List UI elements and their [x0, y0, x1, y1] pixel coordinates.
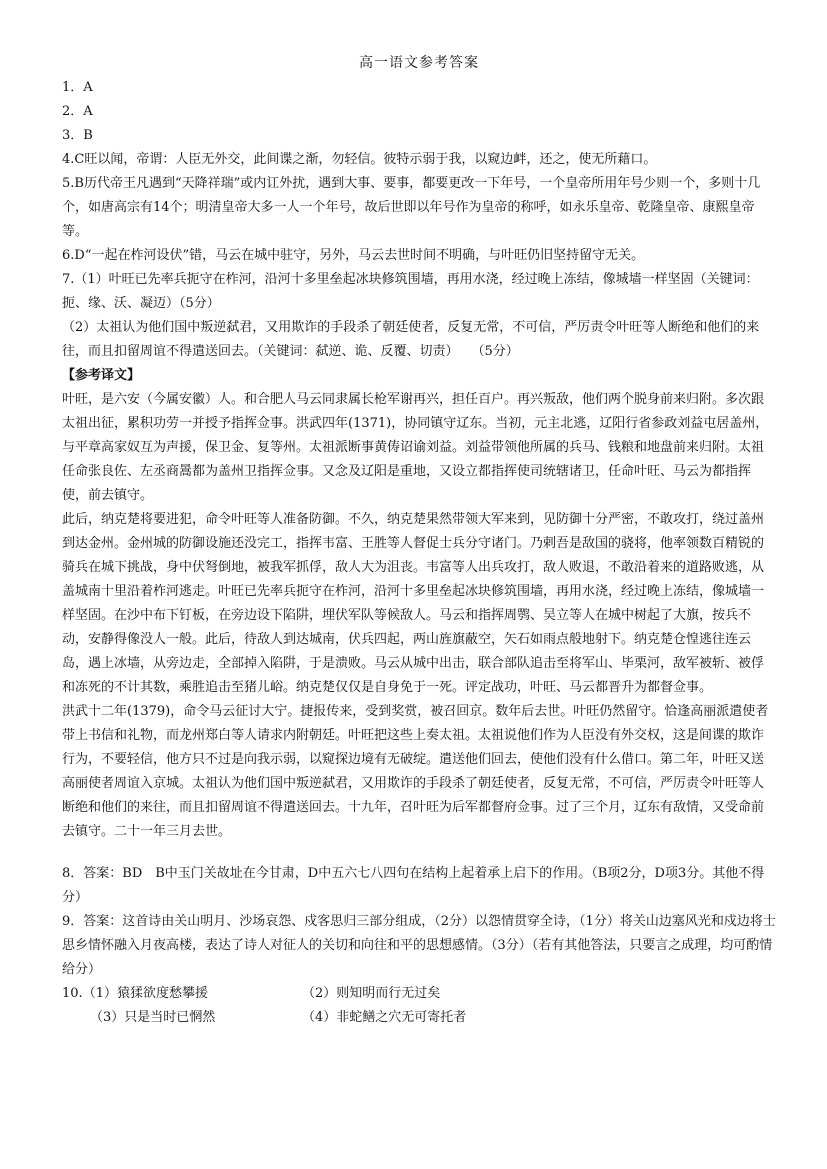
answer-sheet — [62, 52, 776, 1030]
answer-6: 6.D“一起在柞河设伏”错，马云在城中驻守，另外，马云去世时间不明确，与叶旺仍旧坚持留守无关。 — [62, 248, 645, 263]
translation-paragraph: 叶旺，是六安（今属安徽）人。和合肥人马云同隶属长枪军谢再兴，担任百户。再兴叛敌，他们两个脱身前来归附。多次跟太祖出征，累积功劳一并授予指挥佥事。洪武四年(1371)，协同镇守辽东。当初，元主北逃，辽阳行省参政刘益屯居盖州，与平章高家奴互为声援，保卫金、复等州。太祖派断事黄俦诏谕刘益。刘益带领他所属的兵马、钱粮和地盘前来归附。太祖任命张良佐、左丞商暠都为盖州卫指挥佥事。又念及辽阳是重地，又设立都指挥使司统辖诸卫，任命叶旺、马云为都指挥使，前去镇守。 — [62, 392, 769, 503]
answer-9: 9．答案：这首诗由关山明月、沙场哀怨、戍客思归三部分组成，（2分）以怨情贯穿全诗，（1分）将关山边塞风光和戍边将士思乡情怀融入月夜高楼，表达了诗人对征人的关切和向往和平的思想感情。（3分）（若有其他答法，只要言之成理，均可酌情给分） — [62, 914, 776, 977]
answer-10-item: 10.（1）猿猱欲度愁攀援 — [62, 986, 208, 1001]
answer-1: 1．A — [62, 80, 93, 95]
answer-7-2: （2）太祖认为他们国中叛逆弑君，又用欺诈的手段杀了朝廷使者，反复无常，不可信，严厉责令叶旺等人断绝和他们的来往，而且扣留周谊不得遣送回去。（关键词：弑逆、诡、反覆、切责） （5分） — [62, 320, 760, 359]
answer-10-item: （4）非蛇鳝之穴无可寄托者 — [302, 1010, 467, 1025]
answer-10-row — [62, 982, 776, 1006]
translation-paragraph: 此后，纳克楚将要进犯，命令叶旺等人准备防御。不久，纳克楚果然带领大军来到，见防御十分严密，不敢攻打，绕过盖州到达金州。金州城的防御设施还没完工，指挥韦富、王胜等人督促士兵分守诸门。乃剌吾是敌国的骁将，他率领数百精锐的骑兵在城下挑战，身中伏弩倒地，被我军抓俘，敌人大为沮丧。韦富等人出兵攻打，敌人败退，不敢沿着来的道路败逃，从盖城南十里沿着柞河逃走。叶旺已先率兵扼守在柞河，沿河十多里垒起冰块修筑围墙，再用水浇，经过晚上冻结，像城墙一样坚固。在沙中布下钉板，在旁边设下陷阱，埋伏军队等候敌人。马云和指挥周鹗、吴立等人在城中树起了大旗，按兵不动，安静得像没人一般。此后，待敌人到达城南，伏兵四起，两山旌旗蔽空，矢石如雨点般地射下。纳克楚仓惶逃往连云岛，遇上冰墙，从旁边走，全部掉入陷阱，于是溃败。马云从城中出击，联合部队追击至将军山、毕栗河，敌军被斩、被俘和冻死的不计其数，乘胜追击至猪儿峪。纳克楚仅仅是自身免于一死。评定战功，叶旺、马云都晋升为都督佥事。 — [62, 512, 765, 695]
answer-3: 3．B — [62, 128, 93, 143]
answer-4: 4.C旺以闻，帝谓：人臣无外交，此间谍之渐，勿轻信。彼特示弱于我，以窥边衅，还之，使无所藉口。 — [62, 152, 657, 167]
answer-10-label: 10. — [62, 986, 83, 1001]
answer-10-item: （3）只是当时已惘然 — [90, 1010, 216, 1025]
answer-5: 5.B历代帝王凡遇到“天降祥瑞”或内讧外扰，遇到大事、要事，都要更改一下年号，一个皇帝所用年号少则一个，多则十几个，如唐高宗有14个；明清皇帝大多一人一个年号，故后世即以年号作为皇帝的称呼，如永乐皇帝、乾隆皇帝、康熙皇帝等。 — [62, 176, 761, 239]
answer-2: 2．A — [62, 104, 93, 119]
answer-7-1: 7.（1）叶旺已先率兵扼守在柞河，沿河十多里垒起冰块修筑围墙，再用水浇，经过晚上冻结，像城墙一样坚固（关键词：扼、缘、沃、凝迈）（5分） — [62, 272, 759, 311]
answer-10-row — [62, 1006, 776, 1030]
translation-paragraph: 洪武十二年(1379)，命令马云征讨大宁。捷报传来，受到奖赏，被召回京。数年后去世。叶旺仍然留守。恰逢高丽派遣使者带上书信和礼物，而龙州郑白等人请求内附朝廷。叶旺把这些上奏太祖。太祖说他们作为人臣没有外交权，这是间谍的欺诈行为，不要轻信，他方只不过是向我示弱，以窥探边境有无破绽。遣送他们回去，使他们没有什么借口。第二年，叶旺又送高丽使者周谊入京城。太祖认为他们国中叛逆弑君，又用欺诈的手段杀了朝廷使者，反复无常，不可信，严厉责令叶旺等人断绝和他们的来往，而且扣留周谊不得遣送回去。十九年，召叶旺为后军都督府佥事。过了三个月，辽东有敌情，又受命前去镇守。二十一年三月去世。 — [62, 704, 769, 839]
spacer — [62, 844, 776, 862]
answer-8: 8．答案：BD B中玉门关故址在今甘肃，D中五六七八四句在结构上起着承上启下的作用。（B项2分，D项3分。其他不得分） — [62, 866, 765, 905]
translation-heading: 【参考译文】 — [62, 368, 141, 383]
page-title: 高一语文参考答案 — [359, 55, 479, 71]
answer-10-item: （2）则知明而行无过矣 — [302, 986, 441, 1001]
